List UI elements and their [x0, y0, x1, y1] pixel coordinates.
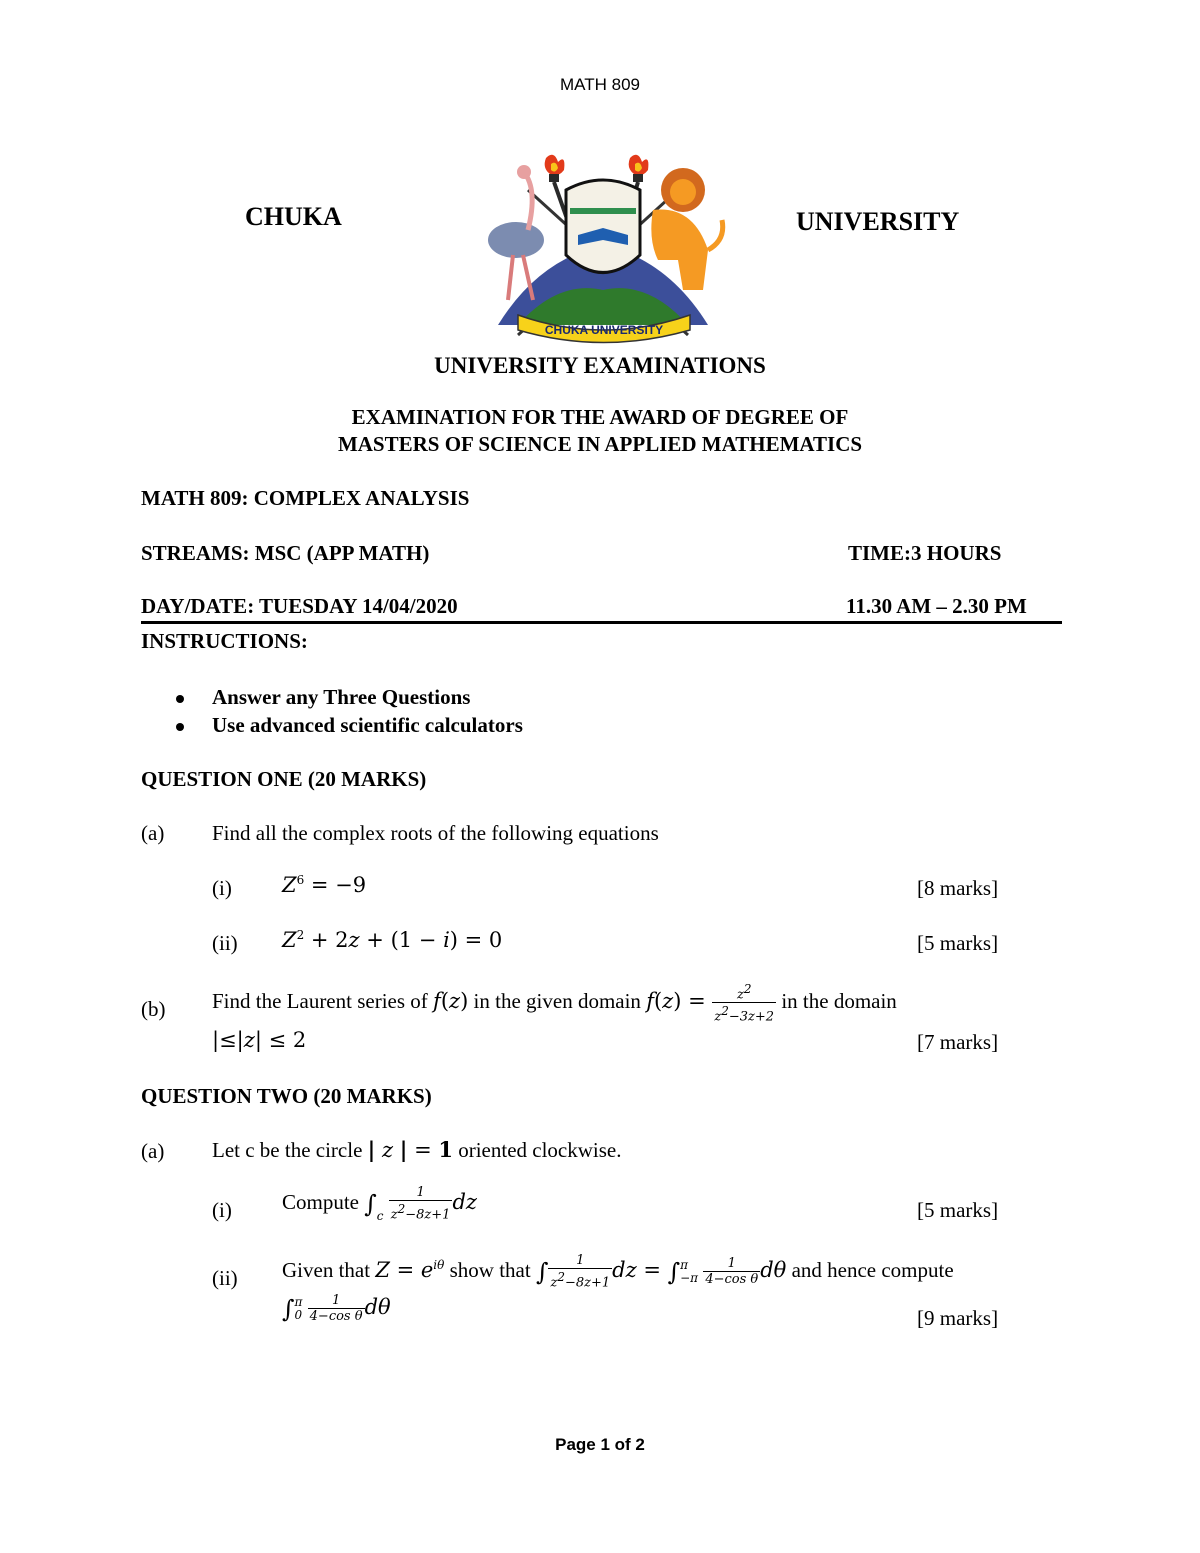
bullet-icon: [176, 695, 184, 703]
q2aii-text: Given that $Z = e^{i\theta}$ show that ∫ $\frac{1}{z^2-8z+1}$ dz = ∫ π −π $\frac{1}{\text{4−cos θ}}$ dθ and hence compute: [282, 1253, 954, 1291]
q2ai-label: (i): [212, 1198, 232, 1222]
q1a-label: (a): [141, 821, 165, 845]
q2aii-label: (ii): [212, 1266, 238, 1290]
instruction-item-2: Use advanced scientific calculators: [176, 713, 523, 738]
header-divider: [141, 621, 1062, 624]
q1ai-marks: [8 marks]: [917, 876, 999, 900]
bullet-icon: [176, 723, 184, 731]
award-line-2: MASTERS OF SCIENCE IN APPLIED MATHEMATICS: [337, 432, 863, 456]
q1b-domain: |≤|z| ≤ 2: [212, 1028, 307, 1052]
exams-title: UNIVERSITY EXAMINATIONS: [434, 353, 766, 378]
q2a-text: Let c be the circle | z | = 1 oriented clockwise.: [212, 1137, 622, 1162]
q1b-marks: [7 marks]: [917, 1030, 999, 1054]
q2a-label: (a): [141, 1139, 165, 1163]
title-right-word: UNIVERSITY: [796, 207, 960, 236]
q1a-text: Find all the complex roots of the following equations: [212, 821, 659, 845]
q1b-text: Find the Laurent series of f(z) in the given domain f(z) = $\frac{z^2}{z^2-3z+2}$ in the domain: [212, 982, 897, 1025]
q1aii-equation: $Z^2 + 2z + (1 - i) = 0$: [282, 928, 503, 952]
q2aii-integral: ∫ π 0 $\frac{1}{\text{4−cos θ}}$ dθ: [282, 1293, 391, 1324]
instruction-item-1: Answer any Three Questions: [176, 685, 470, 710]
running-header: MATH 809: [560, 75, 640, 94]
q1aii-label: (ii): [212, 931, 238, 955]
streams: STREAMS: MSC (APP MATH): [141, 541, 430, 565]
q1ai-equation: $Z^6 = -9$: [282, 873, 367, 897]
university-logo: [478, 150, 728, 345]
page-number: Page 1 of 2: [555, 1435, 645, 1454]
question-one-heading: QUESTION ONE (20 MARKS): [141, 767, 427, 791]
q2aii-marks: [9 marks]: [917, 1306, 999, 1330]
q1ai-label: (i): [212, 876, 232, 900]
logo-banner-text: CHUKA UNIVERSITY: [544, 323, 664, 337]
question-two-heading: QUESTION TWO (20 MARKS): [141, 1084, 432, 1108]
q1aii-marks: [5 marks]: [917, 931, 999, 955]
course-title: MATH 809: COMPLEX ANALYSIS: [141, 486, 470, 510]
time-range: 11.30 AM – 2.30 PM: [846, 594, 1027, 618]
lion-icon: [651, 168, 722, 290]
instructions-heading: INSTRUCTIONS:: [141, 629, 308, 653]
exam-duration: TIME:3 HOURS: [848, 541, 1002, 565]
q1b-label: (b): [141, 997, 166, 1021]
title-left-word: CHUKA: [245, 202, 342, 231]
day-date: DAY/DATE: TUESDAY 14/04/2020: [141, 594, 458, 618]
award-line-1: EXAMINATION FOR THE AWARD OF DEGREE OF: [351, 405, 849, 429]
q2ai-marks: [5 marks]: [917, 1198, 999, 1222]
q2ai-text: Compute $\int_c$ $\frac{1}{z^2-8z+1}$ dz: [282, 1185, 477, 1224]
